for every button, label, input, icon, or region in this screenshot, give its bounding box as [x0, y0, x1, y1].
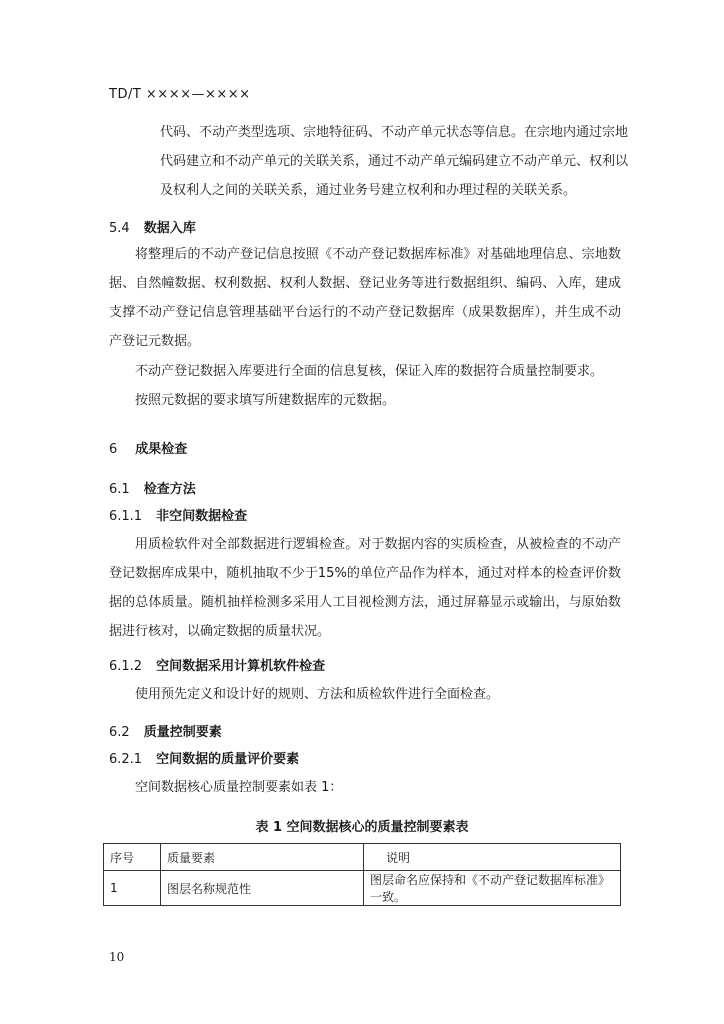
section-number: 6.2 — [109, 725, 130, 740]
section-6-1-heading — [109, 478, 196, 497]
section-6-heading — [109, 438, 187, 457]
page-number: 10 — [109, 950, 125, 964]
section-5-4-paragraph-1: 将整理后的不动产登记信息按照《不动产登记数据库标准》对基础地理信息、宗地数据、自然幢数据、权利数据、权利人数据、登记业务等进行数据组织、编码、入库，建成支撑不动产登记信息管理基础平台运行的不动产登记数据库（成果数据库），并生成不动产登记元数据。 — [109, 247, 621, 349]
table-cell: 图层名称规范性 — [161, 871, 364, 906]
table-header-cell: 序号 — [104, 844, 161, 871]
table-cell: 图层命名应保持和《不动产登记数据库标准》一致。 — [364, 871, 621, 906]
section-title: 质量控制要素 — [143, 725, 222, 740]
section-number: 6.2.1 — [109, 752, 143, 767]
section-6-2-1-heading — [109, 748, 299, 767]
table-header-cell: 说明 — [364, 844, 621, 871]
section-title: 空间数据采用计算机软件检查 — [156, 659, 326, 674]
continued-paragraph-line-1: 代码、不动产类型选项、宗地特征码、不动产单元状态等信息。在宗地内通过宗地 — [160, 125, 629, 140]
section-6-2-heading — [109, 721, 222, 740]
table-row — [104, 871, 621, 906]
section-number: 6.1.1 — [109, 509, 143, 524]
section-6-1-1-heading — [109, 505, 247, 524]
section-5-4-paragraph-2: 不动产登记数据入库要进行全面的信息复核，保证入库的数据符合质量控制要求。 — [135, 364, 604, 379]
document-code-header: TD/T ××××—×××× — [109, 87, 251, 102]
section-6-1-1-paragraph: 用质检软件对全部数据进行逻辑检查。对于数据内容的实质检查，从被检查的不动产登记数据库成果中，随机抽取不少于15%的单位产品作为样本，通过对样本的检查评价数据的总体质量。随机抽样检测多采用人工目视检测方法，通过屏幕显示或输出，与原始数据进行核对，以确定数据的质量状况。 — [109, 537, 621, 639]
section-number: 6.1.2 — [109, 659, 143, 674]
section-title: 空间数据的质量评价要素 — [156, 752, 300, 767]
section-6-1-2-paragraph: 使用预先定义和设计好的规则、方法和质检软件进行全面检查。 — [135, 687, 500, 702]
continued-paragraph-line-3: 及权利人之间的关联关系，通过业务号建立权利和办理过程的关联关系。 — [160, 183, 577, 198]
quality-elements-table — [103, 843, 621, 906]
section-title: 非空间数据检查 — [156, 509, 248, 524]
section-number: 5.4 — [109, 221, 130, 236]
section-number: 6 — [109, 442, 118, 457]
section-title: 数据入库 — [143, 221, 196, 236]
section-5-4-heading — [109, 217, 196, 236]
section-6-2-1-paragraph: 空间数据核心质量控制要素如表 1： — [135, 780, 343, 795]
section-5-4-paragraph-3: 按照元数据的要求填写所建数据库的元数据。 — [135, 393, 396, 408]
table-cell: 1 — [104, 871, 161, 906]
table-header-cell: 质量要素 — [161, 844, 364, 871]
section-number: 6.1 — [109, 482, 130, 497]
section-6-1-2-heading — [109, 655, 325, 674]
table-header-row — [104, 844, 621, 871]
continued-paragraph-line-2: 代码建立和不动产单元的关联关系，通过不动产单元编码建立不动产单元、权利以 — [160, 154, 629, 169]
section-title: 检查方法 — [143, 482, 196, 497]
section-title: 成果检查 — [135, 442, 188, 457]
table-caption: 表 1 空间数据核心的质量控制要素表 — [255, 820, 469, 835]
